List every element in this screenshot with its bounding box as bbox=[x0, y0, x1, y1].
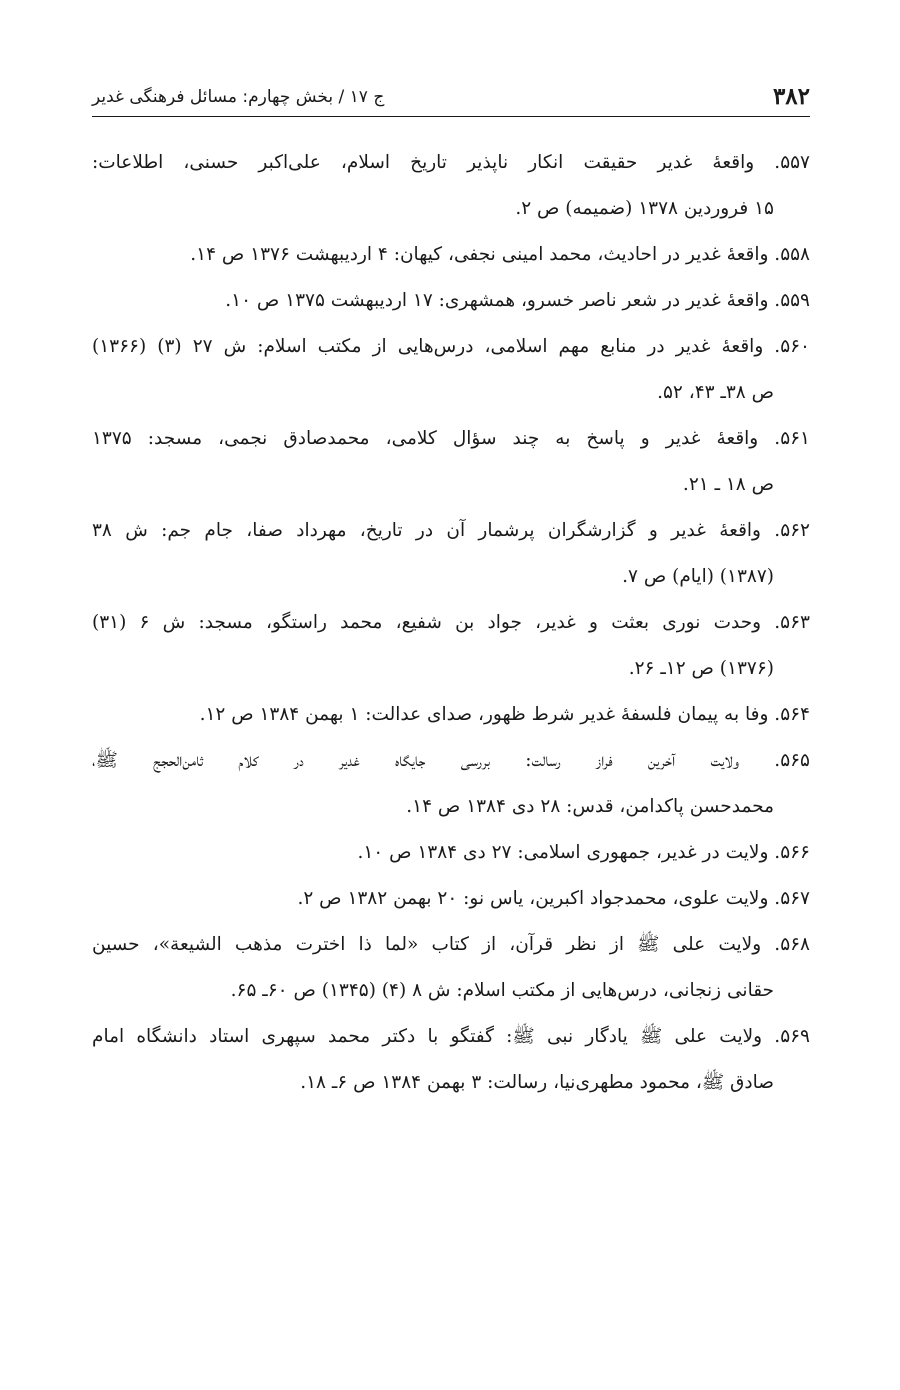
running-head: ج ۱۷ / بخش چهارم: مسائل فرهنگی غدیر bbox=[92, 87, 385, 107]
entry-continuation-line: ص ۳۸ـ ۴۳، ۵۲. bbox=[657, 382, 774, 403]
entry-continuation-line: ۱۵ فروردین ۱۳۷۸ (ضمیمه) ص ۲. bbox=[515, 198, 774, 219]
entry-line: ۵۶۳. وحدت نوری بعثت و غدیر، جواد بن شفیع، محمد راستگو، مسجد: ش ۶ (۳۱) bbox=[92, 612, 810, 633]
entry-line: ۵۶۸. ولایت علی ﷺ از نظر قرآن، از کتاب «لما ذا اخترت مذهب الشیعة»، حسین bbox=[92, 934, 810, 955]
entry-line: ۵۶۹. ولایت علی ﷺ یادگار نبی ﷺ: گفتگو با دکتر محمد سپهری استاد دانشگاه امام bbox=[92, 1026, 810, 1047]
bibliography-entry bbox=[92, 876, 810, 922]
bibliography-entry bbox=[92, 600, 810, 692]
entry-continuation-line: صادق ﷺ، محمود مطهری‌نیا، رسالت: ۳ بهمن ۱۳۸۴ ص ۶ـ ۱۸. bbox=[300, 1072, 774, 1093]
page-number: ۳۸۲ bbox=[772, 83, 810, 110]
entry-line: ۵۶۱. واقعهٔ غدیر و پاسخ به چند سؤال کلامی، محمدصادق نجمی، مسجد: ۱۳۷۵ bbox=[92, 428, 810, 449]
bibliography-entry bbox=[92, 830, 810, 876]
entry-line: ۵۵۷. واقعهٔ غدیر حقیقت انکار ناپذیر تاریخ اسلام، علی‌اکبر حسنی، اطلاعات: bbox=[92, 152, 810, 173]
entry-line: ۵۶۶. ولایت در غدیر، جمهوری اسلامی: ۲۷ دی ۱۳۸۴ ص ۱۰. bbox=[357, 842, 810, 863]
entry-line: ۵۶۲. واقعهٔ غدیر و گزارشگران پرشمار آن در تاریخ، مهرداد صفا، جام جم: ش ۳۸ bbox=[92, 520, 810, 541]
entry-line: ۵۶۴. وفا به پیمان فلسفهٔ غدیر شرط ظهور، صدای عدالت: ۱ بهمن ۱۳۸۴ ص ۱۲. bbox=[199, 704, 810, 725]
bibliography-entry bbox=[92, 278, 810, 324]
bibliography-entry bbox=[92, 692, 810, 738]
bibliography-entry bbox=[92, 922, 810, 1014]
bibliography-list bbox=[92, 140, 810, 1106]
entry-continuation-line: (۱۳۷۶) ص ۱۲ـ ۲۶. bbox=[628, 658, 774, 679]
entry-line: ۵۶۵. ولایت آخرین فراز رسالت: بررسی جایگاه غدیر در کلام ثامن‌الحجج ﷺ، bbox=[92, 750, 810, 771]
bibliography-entry bbox=[92, 738, 810, 830]
bibliography-entry bbox=[92, 324, 810, 416]
bibliography-entry bbox=[92, 1014, 810, 1106]
bibliography-entry bbox=[92, 232, 810, 278]
entry-line: ۵۶۷. ولایت علوی، محمدجواد اکبرین، یاس نو: ۲۰ بهمن ۱۳۸۲ ص ۲. bbox=[297, 888, 810, 909]
entry-line: ۵۵۹. واقعهٔ غدیر در شعر ناصر خسرو، همشهری: ۱۷ اردیبهشت ۱۳۷۵ ص ۱۰. bbox=[225, 290, 810, 311]
bibliography-entry bbox=[92, 140, 810, 232]
bibliography-entry bbox=[92, 416, 810, 508]
entry-continuation-line: (۱۳۸۷) (ایام) ص ۷. bbox=[622, 566, 774, 587]
entry-continuation-line: ص ۱۸ ـ ۲۱. bbox=[682, 474, 774, 495]
entry-continuation-line: حقانی زنجانی، درس‌هایی از مکتب اسلام: ش ۸ (۴) (۱۳۴۵) ص ۶۰ـ ۶۵. bbox=[230, 980, 774, 1001]
page-header bbox=[92, 68, 810, 108]
header-divider bbox=[92, 116, 810, 117]
entry-line: ۵۵۸. واقعهٔ غدیر در احادیث، محمد امینی نجفی، کیهان: ۴ اردیبهشت ۱۳۷۶ ص ۱۴. bbox=[190, 244, 810, 265]
entry-continuation-line: محمدحسن پاکدامن، قدس: ۲۸ دی ۱۳۸۴ ص ۱۴. bbox=[406, 796, 774, 817]
document-page bbox=[92, 0, 810, 1390]
entry-line: ۵۶۰. واقعهٔ غدیر در منابع مهم اسلامی، درس‌هایی از مکتب اسلام: ش ۲۷ (۳) (۱۳۶۶) bbox=[92, 336, 810, 357]
bibliography-entry bbox=[92, 508, 810, 600]
